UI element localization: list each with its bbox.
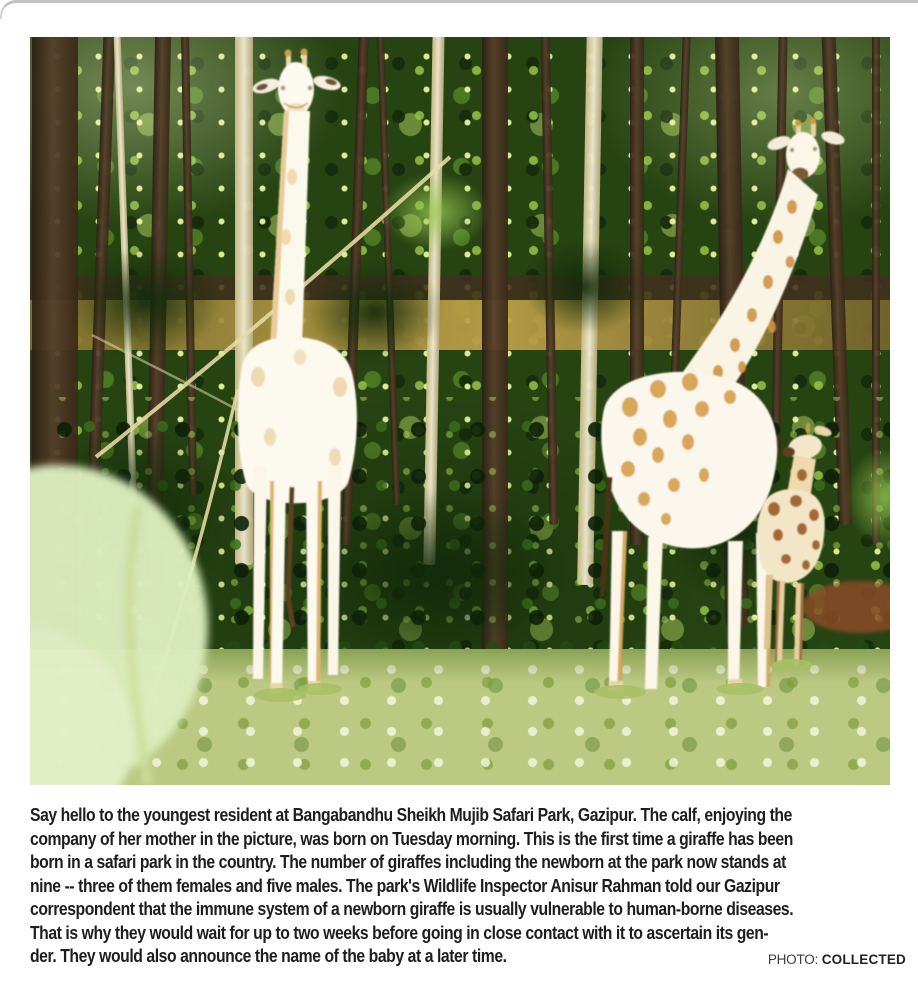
scene-overlay <box>30 37 890 785</box>
caption-line: born in a safari park in the country. The number of giraffes including the newborn at the park now stands at <box>30 851 786 872</box>
photo-caption <box>30 803 908 973</box>
photo-credit-value: COLLECTED <box>821 952 906 967</box>
caption-line: That is why they would wait for up to two weeks before going in close contact with it to ascertain its gen- <box>30 921 769 943</box>
dirt-patch <box>802 581 890 633</box>
caption-line: Say hello to the youngest resident at Bangabandhu Sheikh Mujib Safari Park, Gazipur. The calf, enjoying the <box>30 804 792 825</box>
caption-line: company of her mother in the picture, was born on Tuesday morning. This is the first time a giraffe has been <box>30 827 793 849</box>
caption-line: nine -- three of them females and five males. The park's Wildlife Inspector Anisur Rahman told our Gazipur <box>30 874 780 896</box>
adult-giraffe-left <box>238 49 357 695</box>
safari-park-photo <box>30 37 890 785</box>
photo-credit <box>768 948 906 972</box>
caption-line: correspondent that the immune system of a newborn giraffe is usually vulnerable to human-borne diseases. <box>30 898 794 919</box>
card-top-edge <box>0 0 918 19</box>
foreground-leaf <box>30 465 208 785</box>
photo-credit-label: PHOTO: <box>767 952 819 967</box>
caption-line: der. They would also announce the name of the baby at a later time. <box>30 945 507 966</box>
